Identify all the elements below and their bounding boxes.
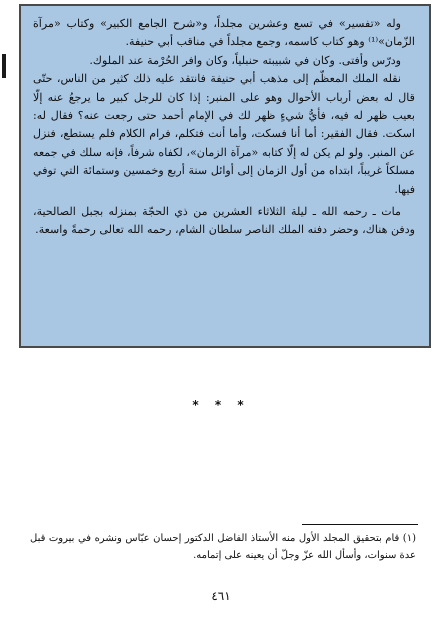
- paragraph-madhhab-change: نقله الملك المعظّم إلى مذهب أبي حنيفة فانتقد عليه ذلك كثير من الناس، حتّى قال له بعض أرباب الأحوال وهو على المنبر: إذا كان للرجل كبير ما يرجعُ عنه إلّا بعيب ظهر له فيه، فأيُّ شيءٍ ظهر لك في الإمام أحمد حتى رجعت عنه؟ فقال له: اسكت. فقال الفقير: أما أنا فسكت، وأما أنت فتكلم، فرام الكلام فلم يستطع، فنزل عن المنبر. ولو لم يكن له إلّا كتابه «مرآة الزمان»، لكفاه شرفاً، فإنه سلك في جمعه مسلكاً غريباً، ابتداه من أول الزمان إلى أوائل سنة أربع وخمسين وستمائة التي توفي فيها.: [33, 72, 415, 196]
- footnote-rule: [302, 524, 418, 525]
- page-number: ٤٦١: [211, 589, 231, 603]
- paragraph-death: مات ـ رحمه الله ـ ليلة الثلاثاء العشرين من ذي الحجّة بمنزله بجبل الصالحية، ودفن هناك، وحضر دفنه الملك الناصر سلطان الشام، رحمه الله تعالى رحمةً واسعة.: [33, 205, 415, 237]
- paragraph-teaching: ودرّس وأفتى. وكان في شبيبته حنبلياً، وكان وافر الحُرْمة عند الملوك.: [89, 53, 401, 67]
- scan-edge-mark: [2, 54, 6, 78]
- footnote: [30, 530, 416, 564]
- section-divider-asterisks: * * *: [192, 398, 250, 412]
- footnote-text: (١) قام بتحقيق المجلد الأول منه الأستاذ الفاضل الدكتور إحسان عبّاس ونشره في بيروت قبل عدة سنوات، وأسأل الله عزّ وجلّ أن يعينه على إتمامه.: [30, 533, 416, 561]
- highlighted-text-box: [19, 4, 431, 348]
- paragraph-works: وله «تفسير» في تسع وعشرين مجلداً، و«شرح الجامع الكبير» وكتاب «مرآة الزّمان»⁽¹⁾ وهو كتاب كاسمه، وجمع مجلداً في مناقب أبي حنيفة.: [33, 17, 415, 49]
